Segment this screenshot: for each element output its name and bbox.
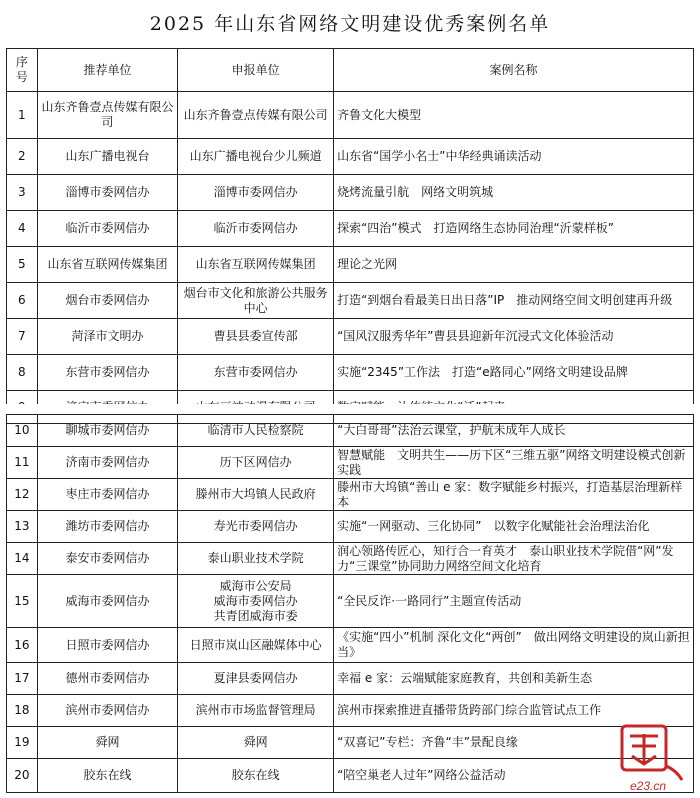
cell-no: 16 <box>7 628 38 663</box>
cell-case: “大白哥哥”法治云课堂，护航未成年人成长 <box>334 415 694 447</box>
cell-no: 14 <box>7 543 38 575</box>
table-row <box>7 628 694 663</box>
cell-recommender: 济南市委网信办 <box>37 447 177 479</box>
cell-recommender: 舜网 <box>37 727 177 759</box>
cell-applicant: 临沂市委网信办 <box>178 211 334 247</box>
cell-case: 齐鲁文化大模型 <box>334 92 694 139</box>
cell-applicant: 胶东在线 <box>178 759 334 793</box>
cell-no: 15 <box>7 575 38 628</box>
cell-case: 探索“四治”模式 打造网络生态协同治理“沂蒙样板” <box>334 211 694 247</box>
cell-recommender: 威海市委网信办 <box>37 575 177 628</box>
cases-table-part-1 <box>6 48 694 424</box>
table-row <box>7 283 694 319</box>
cell-case: 理论之光网 <box>334 247 694 283</box>
cell-no: 12 <box>7 479 38 511</box>
table-row <box>7 511 694 543</box>
cell-case: 打造“到烟台看最美日出日落”IP 推动网络空间文明创建再升级 <box>334 283 694 319</box>
table-row <box>7 447 694 479</box>
cell-no: 8 <box>7 355 38 391</box>
cell-recommender: 胶东在线 <box>37 759 177 793</box>
cell-case: “全民反诈·一路同行”主题宣传活动 <box>334 575 694 628</box>
cell-applicant: 泰山职业技术学院 <box>178 543 334 575</box>
cell-recommender: 菏泽市文明办 <box>37 319 177 355</box>
cell-case: 烧烤流量引航 网络文明筑城 <box>334 175 694 211</box>
table-body-part-2 <box>7 415 694 793</box>
page-break <box>0 404 700 414</box>
cell-case: 《实施“四小”机制 深化文化“两创” 做出网络文明建设的岚山新担当》 <box>334 628 694 663</box>
table-row <box>7 727 694 759</box>
cell-recommender: 潍坊市委网信办 <box>37 511 177 543</box>
cell-case: 幸福 e 家：云端赋能家庭教育，共创和美新生态 <box>334 663 694 695</box>
watermark-seal <box>608 722 692 794</box>
cell-recommender: 聊城市委网信办 <box>37 415 177 447</box>
table-body-part-1 <box>7 92 694 424</box>
cell-no: 19 <box>7 727 38 759</box>
cell-case: “双喜记”专栏：齐鲁“丰”景配良缘 <box>334 727 694 759</box>
cell-case: 润心领路传匠心，知行合一育英才 泰山职业技术学院借“网”发力“三课堂”协同助力网络空间文化培育 <box>334 543 694 575</box>
cell-applicant: 淄博市委网信办 <box>178 175 334 211</box>
table-row <box>7 92 694 139</box>
cell-applicant: 山东省互联网传媒集团 <box>178 247 334 283</box>
cases-table-part-2 <box>6 414 694 793</box>
cell-case: 山东省“国学小名士”中华经典诵读活动 <box>334 139 694 175</box>
table-row <box>7 211 694 247</box>
header-applicant: 申报单位 <box>178 49 334 92</box>
table-row <box>7 543 694 575</box>
header-no: 序号 <box>7 49 38 92</box>
cell-no: 2 <box>7 139 38 175</box>
header-recommender: 推荐单位 <box>37 49 177 92</box>
cell-applicant: 寿光市委网信办 <box>178 511 334 543</box>
cell-recommender: 泰安市委网信办 <box>37 543 177 575</box>
table-row <box>7 695 694 727</box>
table-row <box>7 319 694 355</box>
cell-recommender: 日照市委网信办 <box>37 628 177 663</box>
cell-applicant: 滕州市大坞镇人民政府 <box>178 479 334 511</box>
seal-tail <box>666 766 682 780</box>
cell-recommender: 山东广播电视台 <box>37 139 177 175</box>
table-row <box>7 175 694 211</box>
table-row <box>7 139 694 175</box>
cell-applicant: 山东广播电视台少儿频道 <box>178 139 334 175</box>
cell-applicant: 临清市人民检察院 <box>178 415 334 447</box>
cell-no: 17 <box>7 663 38 695</box>
page-title: 2025 年山东省网络文明建设优秀案例名单 <box>149 12 551 35</box>
cell-no: 13 <box>7 511 38 543</box>
cell-no: 4 <box>7 211 38 247</box>
cell-recommender: 德州市委网信办 <box>37 663 177 695</box>
table-row <box>7 663 694 695</box>
cell-applicant: 山东齐鲁壹点传媒有限公司 <box>178 92 334 139</box>
cell-applicant: 威海市公安局 威海市委网信办 共青团威海市委 <box>178 575 334 628</box>
cell-case: 实施“一网驱动、三化协同” 以数字化赋能社会治理法治化 <box>334 511 694 543</box>
cell-recommender: 山东省互联网传媒集团 <box>37 247 177 283</box>
cell-case: 实施“2345”工作法 打造“e路同心”网络文明建设品牌 <box>334 355 694 391</box>
watermark-site: e23.cn <box>629 779 667 793</box>
header-case: 案例名称 <box>334 49 694 92</box>
cell-recommender: 烟台市委网信办 <box>37 283 177 319</box>
header-row <box>7 49 694 92</box>
cell-applicant: 东营市委网信办 <box>178 355 334 391</box>
cell-recommender: 山东齐鲁壹点传媒有限公司 <box>37 92 177 139</box>
cell-applicant: 日照市岚山区融媒体中心 <box>178 628 334 663</box>
cell-recommender: 临沂市委网信办 <box>37 211 177 247</box>
cell-applicant: 夏津县委网信办 <box>178 663 334 695</box>
table-row <box>7 247 694 283</box>
table-row <box>7 415 694 447</box>
cell-no: 1 <box>7 92 38 139</box>
cell-case: “陪空巢老人过年”网络公益活动 <box>334 759 694 793</box>
cell-no: 3 <box>7 175 38 211</box>
cell-recommender: 滨州市委网信办 <box>37 695 177 727</box>
cell-applicant: 曹县县委宣传部 <box>178 319 334 355</box>
table-row <box>7 575 694 628</box>
cell-applicant: 烟台市文化和旅游公共服务中心 <box>178 283 334 319</box>
cell-case: 滨州市探索推进直播带货跨部门综合监管试点工作 <box>334 695 694 727</box>
cell-no: 20 <box>7 759 38 793</box>
cell-applicant: 舜网 <box>178 727 334 759</box>
cell-recommender: 东营市委网信办 <box>37 355 177 391</box>
cell-no: 11 <box>7 447 38 479</box>
cell-case: 智慧赋能 文明共生——历下区“三维五驱”网络文明建设模式创新实践 <box>334 447 694 479</box>
cell-applicant: 滨州市市场监督管理局 <box>178 695 334 727</box>
cell-no: 7 <box>7 319 38 355</box>
cell-no: 18 <box>7 695 38 727</box>
table-row <box>7 479 694 511</box>
cell-case: 滕州市大坞镇“善山 e 家：数字赋能乡村振兴，打造基层治理新样本 <box>334 479 694 511</box>
cell-applicant: 历下区网信办 <box>178 447 334 479</box>
cell-no: 6 <box>7 283 38 319</box>
seal-glyph <box>630 734 658 764</box>
cell-recommender: 淄博市委网信办 <box>37 175 177 211</box>
cell-no: 10 <box>7 415 38 447</box>
table-row <box>7 355 694 391</box>
table-row <box>7 759 694 793</box>
cell-no: 5 <box>7 247 38 283</box>
cell-case: “国风汉服秀华年”曹县县迎新年沉浸式文化体验活动 <box>334 319 694 355</box>
cell-recommender: 枣庄市委网信办 <box>37 479 177 511</box>
